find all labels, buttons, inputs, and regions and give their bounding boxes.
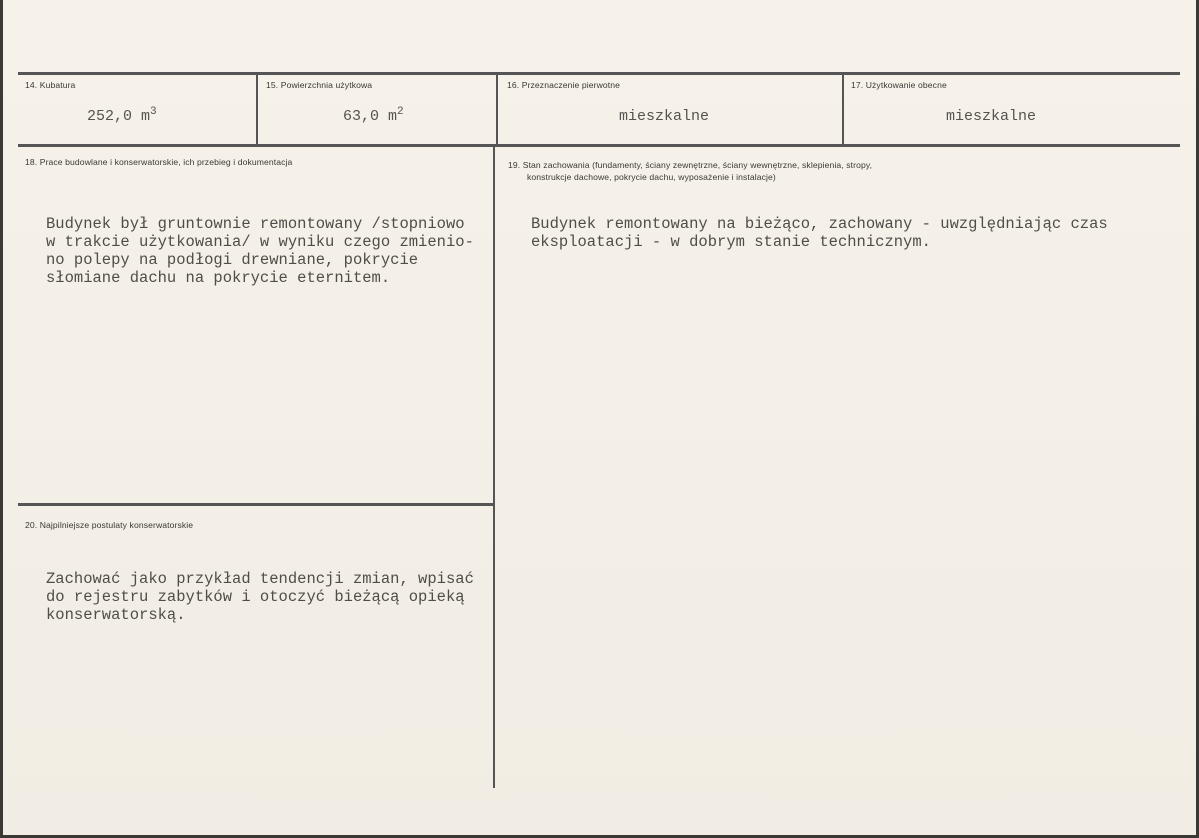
field-18-text: Budynek był gruntownie remontowany /stopniowo w trakcie użytkowania/ w wyniku czego zmienio- no polepy na podłogi drewniane, pokrycie słomiane dachu na pokrycie eternitem. <box>46 215 474 287</box>
field-16-label: 16. Przeznaczenie pierwotne <box>507 80 621 90</box>
row1-bottom-rule <box>18 144 1180 147</box>
divider-14-15 <box>256 74 258 145</box>
field-20-label: 20. Najpilniejsze postulaty konserwatorskie <box>25 520 194 530</box>
field-14-label: 14. Kubatura <box>25 80 76 90</box>
field-17-value: mieszkalne <box>946 108 1037 125</box>
page-edge-left <box>0 0 3 838</box>
main-vertical-divider <box>493 146 495 788</box>
field-14-value <box>87 106 157 125</box>
field-15-number: 63,0 m <box>343 108 398 125</box>
field-14-number: 252,0 m <box>87 108 151 125</box>
field-16-value: mieszkalne <box>619 108 710 125</box>
top-rule <box>18 72 1180 75</box>
field-15-label: 15. Powierzchnia użytkowa <box>266 80 373 90</box>
field-19-label-line1: 19. Stan zachowania (fundamenty, ściany zewnętrzne, ściany wewnętrzne, sklepienia, stropy, <box>508 160 873 170</box>
divider-15-16 <box>496 74 498 145</box>
divider-16-17 <box>842 74 844 145</box>
field-15-exponent: 2 <box>397 106 404 118</box>
field-15-value <box>343 106 404 125</box>
field-19-label-line2: konstrukcje dachowe, pokrycie dachu, wyposażenie i instalacje) <box>527 172 776 182</box>
field-18-label: 18. Prace budowlane i konserwatorskie, ich przebieg i dokumentacja <box>25 157 293 167</box>
field-19-text: Budynek remontowany na bieżąco, zachowany - uwzględniając czas eksploatacji - w dobrym stanie technicznym. <box>531 215 1108 251</box>
field-20-text: Zachować jako przykład tendencji zmian, wpisać do rejestru zabytków i otoczyć bieżącą opieką konserwatorską. <box>46 570 474 624</box>
field-17-label: 17. Użytkowanie obecne <box>851 80 947 90</box>
field-14-exponent: 3 <box>150 106 157 118</box>
section-18-20-rule <box>18 503 494 506</box>
